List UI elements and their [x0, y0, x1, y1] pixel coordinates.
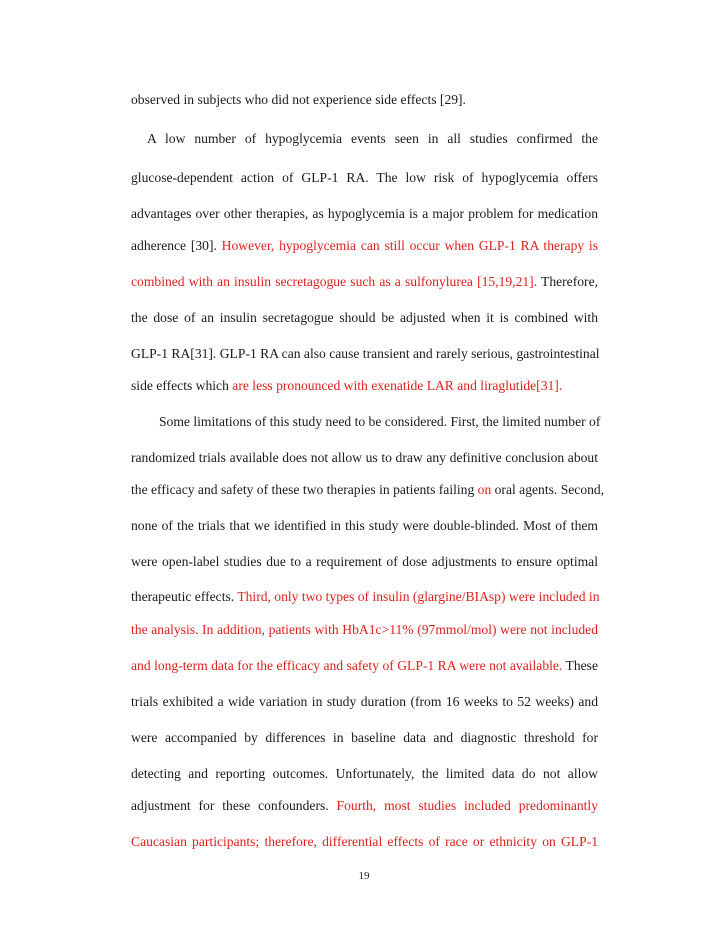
- body-text: oral agents. Second,: [491, 482, 605, 497]
- body-text: none of the trials that we identified in this study were double-blinded. Most of them: [131, 518, 598, 533]
- body-text: randomized trials available does not allow us to draw any definitive conclusion about: [131, 450, 598, 465]
- page-number: 19: [358, 870, 370, 882]
- text-line: [131, 657, 598, 675]
- text-line: [131, 693, 598, 711]
- body-text: detecting and reporting outcomes. Unfortunately, the limited data do not allow: [131, 766, 598, 781]
- text-line: [131, 169, 598, 187]
- body-text: Some limitations of this study need to be considered. First, the limited number of: [159, 414, 601, 429]
- body-text: trials exhibited a wide variation in study duration (from 16 weeks to 52 weeks) and: [131, 694, 598, 709]
- highlighted-text: combined with an insulin secretagogue such as a sulfonylurea [15,19,21].: [131, 274, 538, 289]
- text-line: [131, 237, 598, 255]
- body-text: A low number of hypoglycemia events seen in all studies confirmed the: [147, 131, 598, 146]
- body-text: observed in subjects who did not experience side effects [29].: [131, 92, 466, 107]
- text-line: [131, 765, 598, 783]
- text-line: [159, 413, 601, 431]
- highlighted-text: Third, only two types of insulin (glargine/BIAsp) were included in: [237, 589, 600, 604]
- text-line: [131, 517, 598, 535]
- text-line: [131, 91, 598, 109]
- highlighted-text: and long-term data for the efficacy and safety of GLP-1 RA were not available.: [131, 658, 563, 673]
- body-text: the efficacy and safety of these two therapies in patients failing: [131, 482, 478, 497]
- text-line: [131, 588, 598, 606]
- body-text: side effects which: [131, 378, 233, 393]
- highlighted-text: However, hypoglycemia can still occur when GLP-1 RA therapy is: [221, 238, 598, 253]
- body-text: These: [562, 658, 598, 673]
- body-text: were accompanied by differences in baseline data and diagnostic threshold for: [131, 730, 598, 745]
- text-line: [131, 833, 598, 851]
- text-line: [131, 481, 605, 499]
- body-text: were open-label studies due to a requirement of dose adjustments to ensure optimal: [131, 554, 598, 569]
- text-line: [131, 309, 598, 327]
- highlighted-text: Caucasian participants; therefore, differential effects of race or ethnicity on GLP-1: [131, 834, 598, 849]
- highlighted-text: the analysis. In addition, patients with HbA1c>11% (97mmol/mol) were not included: [131, 622, 598, 637]
- text-line: [131, 449, 598, 467]
- text-line: [131, 273, 598, 291]
- body-text: glucose-dependent action of GLP-1 RA. The low risk of hypoglycemia offers: [131, 170, 598, 185]
- text-line: [131, 205, 598, 223]
- text-line: [147, 130, 598, 148]
- text-line: [131, 729, 598, 747]
- body-text: Therefore,: [537, 274, 599, 289]
- highlighted-text: Fourth, most studies included predominantly: [336, 798, 598, 813]
- body-text: adjustment for these confounders.: [131, 798, 337, 813]
- text-line: [131, 345, 598, 363]
- text-line: [131, 377, 598, 395]
- body-text: advantages over other therapies, as hypoglycemia is a major problem for medication: [131, 206, 598, 221]
- text-line: [131, 553, 598, 571]
- body-text: the dose of an insulin secretagogue should be adjusted when it is combined with: [131, 310, 598, 325]
- highlighted-text: on: [477, 482, 492, 497]
- text-line: [131, 621, 598, 639]
- text-line: [131, 797, 598, 815]
- body-text: therapeutic effects.: [131, 589, 238, 604]
- highlighted-text: are less pronounced with exenatide LAR and liraglutide[31].: [232, 378, 563, 393]
- body-text: GLP-1 RA[31]. GLP-1 RA can also cause transient and rarely serious, gastrointestinal: [131, 346, 600, 361]
- body-text: adherence [30].: [131, 238, 222, 253]
